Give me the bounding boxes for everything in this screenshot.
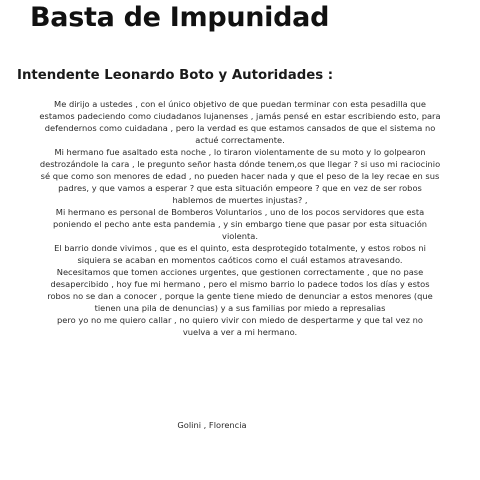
page-title: Basta de Impunidad <box>30 2 330 33</box>
body-line: Mi hermano fue asaltado esta noche , lo tiraron violentamente de su moto y lo golpearon <box>54 147 426 157</box>
body-line: vuelva a ver a mi hermano. <box>182 327 298 337</box>
body-line: actué correctamente. <box>195 135 285 145</box>
body-line: sé que como son menores de edad , no pueden hacer nada y que el peso de la ley recae en sus <box>40 171 440 181</box>
letter-signature: Golini , Florencia <box>177 420 247 430</box>
body-line: pero yo no me quiero callar , no quiero vivir con miedo de despertarme y que tal vez no <box>57 315 423 325</box>
body-line: estamos padeciendo como ciudadanos lujanenses , jamás pensé en estar escribiendo esto, para <box>39 111 441 121</box>
body-line: Me dirijo a ustedes , con el único objetivo de que puedan terminar con esta pesadilla que <box>54 99 426 109</box>
letter-salutation: Intendente Leonardo Boto y Autoridades : <box>17 68 334 83</box>
body-line: tienen una pila de denuncias) y a sus familias por miedo a represalias <box>94 303 386 313</box>
body-line: El barrio donde vivimos , que es el quinto, esta desprotegido totalmente, y estos robos ni <box>54 243 426 253</box>
body-line: padres, y que vamos a esperar ? que esta situación empeore ? que en vez de ser robos <box>58 183 422 193</box>
body-line: Mi hermano es personal de Bomberos Voluntarios , uno de los pocos servidores que esta <box>55 207 425 217</box>
body-line: Necesitamos que tomen acciones urgentes, que gestionen correctamente , que no pase <box>56 267 424 277</box>
body-line: siquiera se acaban en momentos caóticos como el cuál estamos atravesando. <box>77 255 403 265</box>
body-line: violenta. <box>222 231 258 241</box>
body-line: defendernos como cuidadana , pero la verdad es que estamos cansados de que el sistema no <box>44 123 436 133</box>
body-line: desapercibido , hoy fue mi hermano , pero el mismo barrio lo padece todos los días y estos <box>50 279 430 289</box>
body-line: robos no se dan a conocer , porque la gente tiene miedo de denunciar a estos menores (que <box>47 291 433 301</box>
letter-body <box>8 98 472 338</box>
body-line: destrozándole la cara , le pregunto señor hasta dónde tenem,os que llegar ? si uso mi raciocinio <box>39 159 441 169</box>
body-line: hablemos de muertes injustas? , <box>172 195 308 205</box>
body-line: poniendo el pecho ante esta pandemia , y sin embargo tiene que pasar por esta situación <box>52 219 428 229</box>
